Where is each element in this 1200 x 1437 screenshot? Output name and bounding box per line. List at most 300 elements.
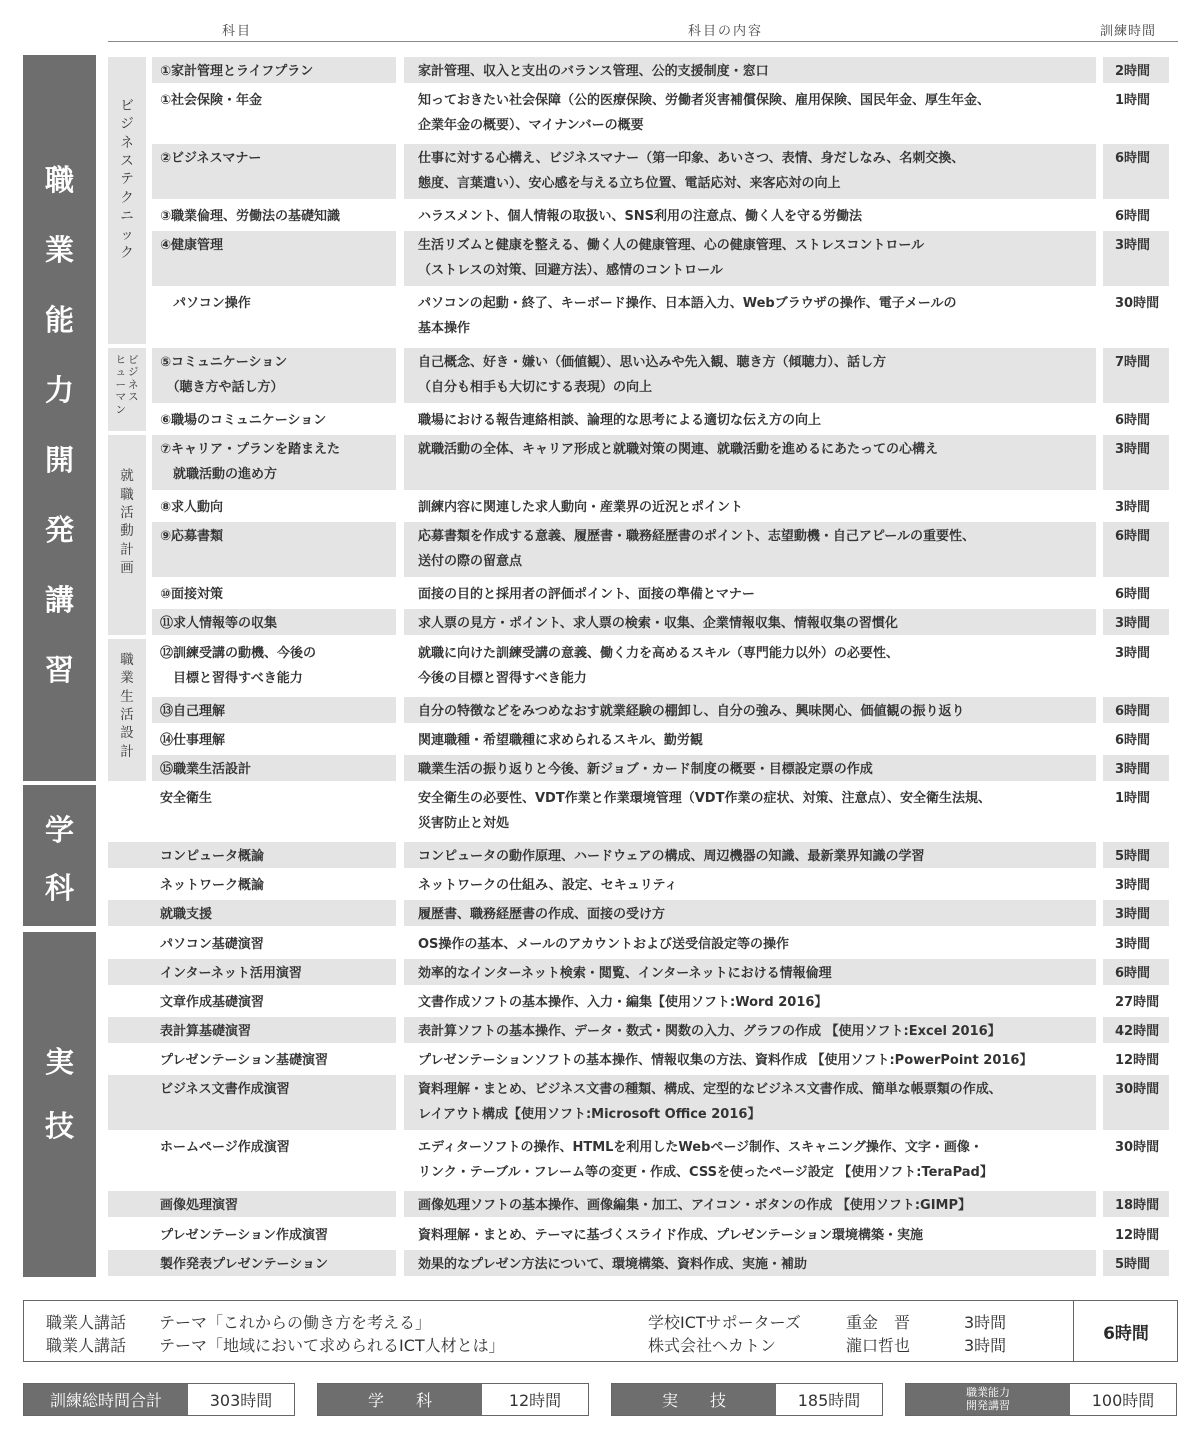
content-cell — [404, 988, 1096, 1014]
subject-cell-line: インターネット活用演習 — [160, 965, 302, 981]
subject-cell-line: ⑦キャリア・プランを踏まえた — [160, 441, 341, 457]
subject-cell-line: ⑥職場のコミュニケーション — [160, 412, 327, 428]
subject-cell — [152, 231, 396, 286]
content-cell — [404, 1250, 1096, 1276]
hours-cell — [1103, 580, 1169, 606]
table-row — [0, 1221, 1200, 1247]
table-row — [0, 1250, 1200, 1276]
hours-cell — [1103, 1191, 1169, 1217]
subject-cell-line: ③職業倫理、労働法の基礎知識 — [160, 209, 341, 224]
subject-cell-line: パソコン操作 — [160, 296, 251, 312]
hours-cell — [1103, 842, 1169, 868]
hours-value: 30時間 — [1115, 1140, 1160, 1156]
table-row — [0, 900, 1200, 926]
content-cell-line: 仕事に対する心構え、ビジネスマナー（第一印象、あいさつ、表情、身だしなみ、名刺交換、 — [418, 150, 965, 166]
hours-value: 5時間 — [1115, 849, 1151, 865]
content-cell-line: プレゼンテーションソフトの基本操作、情報収集の方法、資料作成 【使用ソフト:PowerPoint 2016】 — [418, 1052, 1033, 1068]
content-cell-line: 応募書類を作成する意義、履歴書・職務経歴書のポイント、志望動機・自己アピールの重要性、 — [418, 529, 976, 545]
subject-cell — [152, 755, 396, 781]
content-cell — [404, 959, 1096, 985]
table-row — [0, 842, 1200, 868]
content-cell-line: 面接の目的と採用者の評価ポイント、面接の準備とマナー — [418, 587, 755, 603]
subcategory-char: ー — [115, 378, 126, 391]
content-cell-line: 就職に向けた訓練受講の意義、働く力を高めるスキル（専門能力以外）の必要性、 — [418, 645, 899, 661]
subject-cell-line: ④健康管理 — [160, 238, 224, 254]
subject-cell — [108, 930, 396, 956]
subcategory-char: ネ — [128, 378, 139, 391]
subcategory-char: 活 — [120, 707, 134, 724]
subcategory-char: 業 — [120, 670, 134, 687]
subject-cell — [152, 580, 396, 606]
hours-value: 6時間 — [1115, 965, 1151, 981]
hours-cell — [1103, 522, 1169, 577]
hours-value: 42時間 — [1115, 1023, 1160, 1039]
summary-label: 訓練総時間合計 — [24, 1384, 188, 1415]
subcategory-char: 計 — [120, 743, 134, 760]
subcategory-char: ン — [115, 403, 126, 416]
content-cell-line: 災害防止と対処 — [418, 816, 510, 831]
category-char: 職 — [44, 163, 74, 197]
content-cell-line: 職場における報告連絡相談、論理的な思考による適切な伝え方の向上 — [418, 412, 822, 428]
category-char: 学 — [44, 812, 74, 847]
subject-cell — [152, 522, 396, 577]
subject-cell-line: プレゼンテーション基礎演習 — [160, 1052, 328, 1068]
category-char: 能 — [44, 303, 74, 337]
subject-cell-line: （聴き方や話し方） — [160, 379, 284, 395]
subject-cell — [108, 1046, 396, 1072]
content-cell — [404, 1221, 1096, 1247]
header-content: 科目の内容 — [688, 24, 764, 39]
lecture-org: 株式会社ヘカトン — [648, 1336, 777, 1355]
table-row — [0, 144, 1200, 199]
subcategory-char: ッ — [120, 226, 134, 243]
hours-cell — [1103, 959, 1169, 985]
content-cell-line: 効率的なインターネット検索・閲覧、インターネットにおける情報倫理 — [418, 965, 832, 981]
table-row — [0, 231, 1200, 286]
hours-cell — [1103, 406, 1169, 432]
table-row — [0, 57, 1200, 83]
content-cell — [404, 697, 1096, 723]
content-cell — [404, 580, 1096, 606]
hours-cell — [1103, 609, 1169, 635]
content-cell-line: パソコンの起動・終了、キーボード操作、日本語入力、Webブラウザの操作、電子メールの — [418, 296, 957, 312]
lecture-theme: テーマ「これからの働き方を考える」 — [159, 1313, 432, 1332]
content-cell — [404, 86, 1096, 141]
subject-cell-line: ⑮職業生活設計 — [160, 761, 252, 777]
subcategory-char: ジ — [128, 366, 139, 379]
content-cell-line: 求人票の見方・ポイント、求人票の検索・収集、企業情報収集、情報収集の習慣化 — [418, 616, 898, 632]
content-cell — [404, 289, 1096, 344]
hours-value: 12時間 — [1115, 1227, 1160, 1243]
content-cell-line: （自分も相手も大切にする表現）の向上 — [418, 379, 653, 395]
subcategory-char: 画 — [120, 560, 134, 577]
subject-cell — [152, 57, 396, 83]
subcategory-char: マ — [115, 391, 126, 404]
content-cell-line: エディターソフトの操作、HTMLを利用したWebページ制作、スキャニング操作、文字・画像・ — [418, 1140, 983, 1156]
summary-value: 12時間 — [482, 1384, 588, 1415]
content-cell-line: 自己概念、好き・嫌い（価値観）、思い込みや先入観、聴き方（傾聴力）、話し方 — [418, 354, 887, 370]
table-row — [0, 289, 1200, 344]
lecture-person: 重金 晋 — [846, 1313, 911, 1332]
header-hours: 訓練時間 — [1100, 24, 1157, 39]
header-divider — [108, 41, 1178, 42]
content-cell — [404, 522, 1096, 577]
hours-cell — [1103, 289, 1169, 344]
hours-cell — [1103, 493, 1169, 519]
category-char: 開 — [44, 443, 74, 477]
summary-value: 100時間 — [1070, 1384, 1176, 1415]
content-cell-line: 態度、言葉遣い）、安心感を与える立ち位置、電話応対、来客応対の向上 — [418, 175, 841, 191]
table-row — [0, 784, 1200, 839]
content-cell — [404, 231, 1096, 286]
table-row — [0, 1046, 1200, 1072]
subject-cell — [108, 900, 396, 926]
table-row — [0, 1133, 1200, 1188]
subject-cell — [108, 1017, 396, 1043]
table-row — [0, 871, 1200, 897]
hours-cell — [1103, 144, 1169, 199]
subject-cell — [152, 493, 396, 519]
content-cell-line: 画像処理ソフトの基本操作、画像編集・加工、アイコン・ボタンの作成 【使用ソフト:GIMP】 — [418, 1198, 972, 1214]
subject-cell-line: ホームページ作成演習 — [160, 1140, 290, 1156]
hours-value: 1時間 — [1115, 92, 1151, 108]
subject-cell-line: ⑬自己理解 — [160, 703, 226, 719]
subject-cell — [108, 988, 396, 1014]
table-row — [0, 697, 1200, 723]
content-cell — [404, 871, 1096, 897]
summary-shokugyo — [905, 1383, 1177, 1416]
subject-cell-line: パソコン基礎演習 — [160, 936, 264, 952]
content-cell-line: 文書作成ソフトの基本操作、入力・編集【使用ソフト:Word 2016】 — [418, 994, 828, 1010]
subject-cell — [108, 959, 396, 985]
hours-value: 3時間 — [1115, 616, 1151, 632]
subcategory-char: 職 — [120, 652, 134, 668]
lecture-theme: テーマ「地域において求められるICT人材とは」 — [159, 1336, 505, 1355]
table-row — [0, 403, 1200, 432]
summary-label: 職業能力 開発講習 — [906, 1384, 1070, 1415]
hours-value: 3時間 — [1115, 907, 1151, 923]
subject-cell — [108, 1075, 396, 1130]
subject-cell — [108, 871, 396, 897]
subject-cell-line: ネットワーク概論 — [160, 878, 265, 894]
content-cell — [404, 1017, 1096, 1043]
subject-cell-line: ⑧求人動向 — [160, 500, 224, 515]
lecture-hours: 3時間 — [964, 1336, 1007, 1355]
table-row — [0, 348, 1200, 403]
content-cell-line: ハラスメント、個人情報の取扱い、SNS利用の注意点、働く人を守る労働法 — [418, 209, 863, 224]
subcategory-char: テ — [120, 171, 134, 188]
subject-cell — [108, 1221, 396, 1247]
subcategory-char: ス — [120, 153, 134, 170]
hours-cell — [1103, 435, 1169, 490]
content-cell-line: 自分の特徴などをみつめなおす就業経験の棚卸し、自分の強み、興味関心、価値観の振り返り — [418, 703, 965, 719]
content-cell — [404, 435, 1096, 490]
content-cell-line: ネットワークの仕組み、設定、セキュリティ — [418, 878, 678, 894]
category-char: 習 — [44, 653, 74, 687]
hours-cell — [1103, 348, 1169, 403]
category-char: 講 — [44, 583, 74, 617]
header-subject: 科目 — [222, 24, 253, 39]
content-cell-line: 関連職種・希望職種に求められるスキル、勤労観 — [418, 732, 703, 748]
hours-cell — [1103, 231, 1169, 286]
content-cell — [404, 900, 1096, 926]
subject-cell — [152, 609, 396, 635]
subcategory-char: ネ — [120, 134, 134, 151]
hours-value: 3時間 — [1115, 936, 1151, 952]
content-cell-line: 効果的なプレゼン方法について、環境構築、資料作成、実施・補助 — [418, 1256, 807, 1272]
content-cell-line: 訓練内容に関連した求人動向・産業界の近況とポイント — [418, 500, 744, 515]
subject-cell-line: ⑩面接対策 — [160, 587, 224, 603]
lecture-hours: 3時間 — [964, 1313, 1007, 1332]
subcategory-char: 設 — [120, 725, 134, 742]
subject-cell — [152, 639, 396, 694]
hours-value: 1時間 — [1115, 791, 1151, 806]
hours-value: 6時間 — [1115, 529, 1151, 545]
hours-value: 6時間 — [1115, 732, 1151, 748]
table-row — [0, 609, 1200, 635]
hours-value: 3時間 — [1115, 500, 1151, 515]
subject-cell-line: 画像処理演習 — [160, 1198, 239, 1214]
subject-cell-line: ①家計管理とライフプラン — [160, 63, 314, 79]
content-cell-line: 安全衛生の必要性、VDT作業と作業環境管理（VDT作業の症状、対策、注意点）、安全衛生法規、 — [418, 791, 991, 806]
content-cell-line: 企業年金の概要）、マイナンバーの概要 — [418, 117, 644, 133]
summary-label: 学 科 — [318, 1384, 482, 1415]
summary-total — [23, 1383, 295, 1416]
content-cell-line: レイアウト構成【使用ソフト:Microsoft Office 2016】 — [418, 1107, 761, 1122]
hours-value: 5時間 — [1115, 1256, 1151, 1272]
content-cell — [404, 144, 1096, 199]
content-cell — [404, 1046, 1096, 1072]
summary-label: 実 技 — [612, 1384, 776, 1415]
hours-value: 3時間 — [1115, 238, 1151, 254]
category-char: 技 — [44, 1109, 74, 1143]
hours-cell — [1103, 930, 1169, 956]
hours-cell — [1103, 1046, 1169, 1072]
table-row — [0, 930, 1200, 956]
content-cell — [404, 755, 1096, 781]
subject-cell — [108, 1133, 396, 1188]
hours-value: 3時間 — [1115, 761, 1151, 777]
summary-value: 185時間 — [776, 1384, 882, 1415]
hours-cell — [1103, 1133, 1169, 1188]
hours-cell — [1103, 202, 1169, 228]
hours-value: 6時間 — [1115, 209, 1151, 224]
subject-cell-line: コンピュータ概論 — [160, 849, 265, 865]
table-row — [0, 86, 1200, 141]
hours-cell — [1103, 1075, 1169, 1130]
subcategory-char: 計 — [120, 541, 134, 558]
subject-cell — [152, 697, 396, 723]
hours-value: 2時間 — [1115, 63, 1151, 79]
category-char: 実 — [44, 1045, 74, 1079]
category-char: 力 — [44, 373, 74, 407]
hours-cell — [1103, 871, 1169, 897]
subcategory-char: 就 — [120, 468, 134, 485]
subject-cell — [152, 86, 396, 141]
hours-value: 12時間 — [1115, 1052, 1160, 1068]
table-row — [0, 580, 1200, 606]
content-cell-line: 就職活動の全体、キャリア形成と就職対策の関連、就職活動を進めるにあたっての心構え — [418, 441, 939, 457]
content-cell-line: 資料理解・まとめ、ビジネス文書の種類、構成、定型的なビジネス文書作成、簡単な帳票類の作成、 — [418, 1082, 1002, 1097]
hours-cell — [1103, 639, 1169, 694]
subject-cell — [152, 144, 396, 199]
hours-value: 18時間 — [1115, 1198, 1160, 1214]
subject-cell-line: ⑤コミュニケーション — [160, 354, 288, 370]
lecture-label: 職業人講話 — [46, 1313, 127, 1332]
category-char: 発 — [44, 513, 74, 547]
subject-cell-line: ①社会保険・年金 — [160, 92, 263, 108]
hours-cell — [1103, 900, 1169, 926]
content-cell — [404, 784, 1096, 839]
subject-cell — [108, 1250, 396, 1276]
subcategory-char: ビ — [128, 354, 139, 366]
subject-cell-line: プレゼンテーション作成演習 — [160, 1227, 328, 1243]
subcategory-char: ク — [120, 244, 134, 261]
subject-cell-line: 就職支援 — [160, 907, 213, 923]
subcategory-char: 職 — [120, 486, 134, 503]
subject-cell-line: 文章作成基礎演習 — [160, 994, 265, 1010]
subject-cell-line: ビジネス文書作成演習 — [160, 1082, 290, 1097]
subject-cell — [152, 435, 396, 490]
content-cell — [404, 1191, 1096, 1217]
content-cell-line: 資料理解・まとめ、テーマに基づくスライド作成、プレゼンテーション環境構築・実施 — [418, 1227, 924, 1243]
hours-cell — [1103, 1017, 1169, 1043]
summary-gakka — [317, 1383, 589, 1416]
hours-value: 7時間 — [1115, 354, 1151, 370]
content-cell — [404, 406, 1096, 432]
subject-cell-line: 表計算基礎演習 — [160, 1023, 252, 1039]
content-cell — [404, 842, 1096, 868]
table-row — [0, 1017, 1200, 1043]
category-char: 科 — [44, 870, 74, 905]
lecture-label: 職業人講話 — [46, 1336, 127, 1355]
subject-cell — [108, 1191, 396, 1217]
lecture-person: 瀧口哲也 — [846, 1336, 911, 1355]
hours-cell — [1103, 697, 1169, 723]
subject-cell-line: 就職活動の進め方 — [160, 466, 278, 482]
subcategory-char: 生 — [120, 688, 134, 705]
content-cell — [404, 1133, 1096, 1188]
subject-cell — [152, 406, 396, 432]
content-cell-line: コンピュータの動作原理、ハードウェアの構成、周辺機器の知識、最新業界知識の学習 — [418, 849, 925, 865]
table-row — [0, 1075, 1200, 1130]
content-cell-line: OS操作の基本、メールのアカウントおよび送受信設定等の操作 — [418, 936, 790, 952]
subcategory-char: 動 — [120, 523, 134, 540]
subject-cell-line: 安全衛生 — [160, 791, 213, 806]
table-row — [0, 435, 1200, 490]
content-cell-line: 基本操作 — [418, 321, 471, 337]
content-cell-line: 知っておきたい社会保障（公的医療保険、労働者災害補償保険、雇用保険、国民年金、厚生年金、 — [418, 92, 991, 108]
table-row — [0, 1191, 1200, 1217]
table-row — [0, 522, 1200, 577]
content-cell-line: 生活リズムと健康を整える、働く人の健康管理、心の健康管理、ストレスコントロール — [418, 238, 925, 254]
lecture-org: 学校ICTサポーターズ — [648, 1313, 801, 1332]
subject-cell-line: ②ビジネスマナー — [160, 150, 262, 166]
subject-cell — [152, 348, 396, 403]
content-cell-line: 今後の目標と習得すべき能力 — [418, 670, 587, 686]
content-cell-line: （ストレスの対策、回避方法）、感情のコントロール — [418, 263, 723, 279]
content-cell — [404, 1075, 1096, 1130]
subcategory-char: ス — [128, 391, 139, 404]
table-row — [0, 639, 1200, 694]
hours-value: 6時間 — [1115, 150, 1151, 166]
hours-value: 6時間 — [1115, 587, 1151, 603]
subject-cell — [152, 289, 396, 344]
hours-cell — [1103, 86, 1169, 141]
content-cell-line: リンク・テーブル・フレーム等の変更・作成、CSSを使ったページ設定 【使用ソフト:TeraPad】 — [418, 1165, 993, 1181]
subject-cell-line: 製作発表プレゼンテーション — [160, 1256, 328, 1272]
lecture-box — [23, 1300, 1178, 1362]
hours-cell — [1103, 726, 1169, 752]
content-cell — [404, 609, 1096, 635]
subject-cell-line: ⑨応募書類 — [160, 529, 224, 545]
hours-value: 30時間 — [1115, 1082, 1160, 1097]
content-cell — [404, 930, 1096, 956]
hours-cell — [1103, 784, 1169, 839]
table-row — [0, 959, 1200, 985]
content-cell-line: 履歴書、職務経歴書の作成、面接の受け方 — [418, 907, 666, 923]
subject-cell — [108, 784, 396, 839]
hours-value: 3時間 — [1115, 441, 1151, 457]
category-char: 業 — [44, 233, 74, 267]
table-row — [0, 202, 1200, 228]
hours-value: 6時間 — [1115, 703, 1151, 719]
subcategory-char: ニ — [120, 208, 134, 225]
hours-cell — [1103, 988, 1169, 1014]
summary-value: 303時間 — [188, 1384, 294, 1415]
subcategory-char: ビ — [120, 98, 134, 114]
hours-value: 30時間 — [1115, 296, 1160, 312]
hours-value: 3時間 — [1115, 878, 1151, 894]
content-cell-line: 表計算ソフトの基本操作、データ・数式・関数の入力、グラフの作成 【使用ソフト:Excel 2016】 — [418, 1023, 1001, 1039]
content-cell — [404, 57, 1096, 83]
hours-value: 27時間 — [1115, 994, 1160, 1010]
content-cell — [404, 639, 1096, 694]
content-cell — [404, 202, 1096, 228]
hours-cell — [1103, 755, 1169, 781]
content-cell — [404, 348, 1096, 403]
subcategory-char: ヒ — [115, 354, 126, 366]
subject-cell-line: ⑪求人情報等の収集 — [160, 616, 278, 632]
hours-cell — [1103, 57, 1169, 83]
content-cell-line: 送付の際の留意点 — [418, 554, 523, 570]
subject-cell — [152, 202, 396, 228]
lecture-total-hours: 6時間 — [1073, 1301, 1178, 1361]
summary-jitsugi — [611, 1383, 883, 1416]
table-row — [0, 493, 1200, 519]
content-cell — [404, 726, 1096, 752]
subject-cell — [152, 726, 396, 752]
content-cell-line: 家計管理、収入と支出のバランス管理、公的支援制度・窓口 — [418, 63, 769, 79]
content-cell — [404, 493, 1096, 519]
table-row — [0, 755, 1200, 781]
hours-value: 6時間 — [1115, 412, 1151, 428]
subcategory-char: ジ — [120, 116, 134, 133]
subject-cell-line: ⑭仕事理解 — [160, 732, 226, 748]
hours-value: 3時間 — [1115, 645, 1151, 661]
subject-cell-line: ⑫訓練受講の動機、今後の — [160, 645, 317, 661]
hours-cell — [1103, 1221, 1169, 1247]
table-row — [0, 726, 1200, 752]
subcategory-char: 活 — [120, 505, 134, 522]
content-cell-line: 職業生活の振り返りと今後、新ジョブ・カード制度の概要・目標設定票の作成 — [418, 761, 873, 777]
subject-cell — [108, 842, 396, 868]
subject-cell-line: 目標と習得すべき能力 — [160, 670, 303, 686]
subcategory-char: ュ — [115, 366, 126, 379]
subcategory-char: ク — [120, 189, 134, 206]
hours-cell — [1103, 1250, 1169, 1276]
table-row — [0, 988, 1200, 1014]
